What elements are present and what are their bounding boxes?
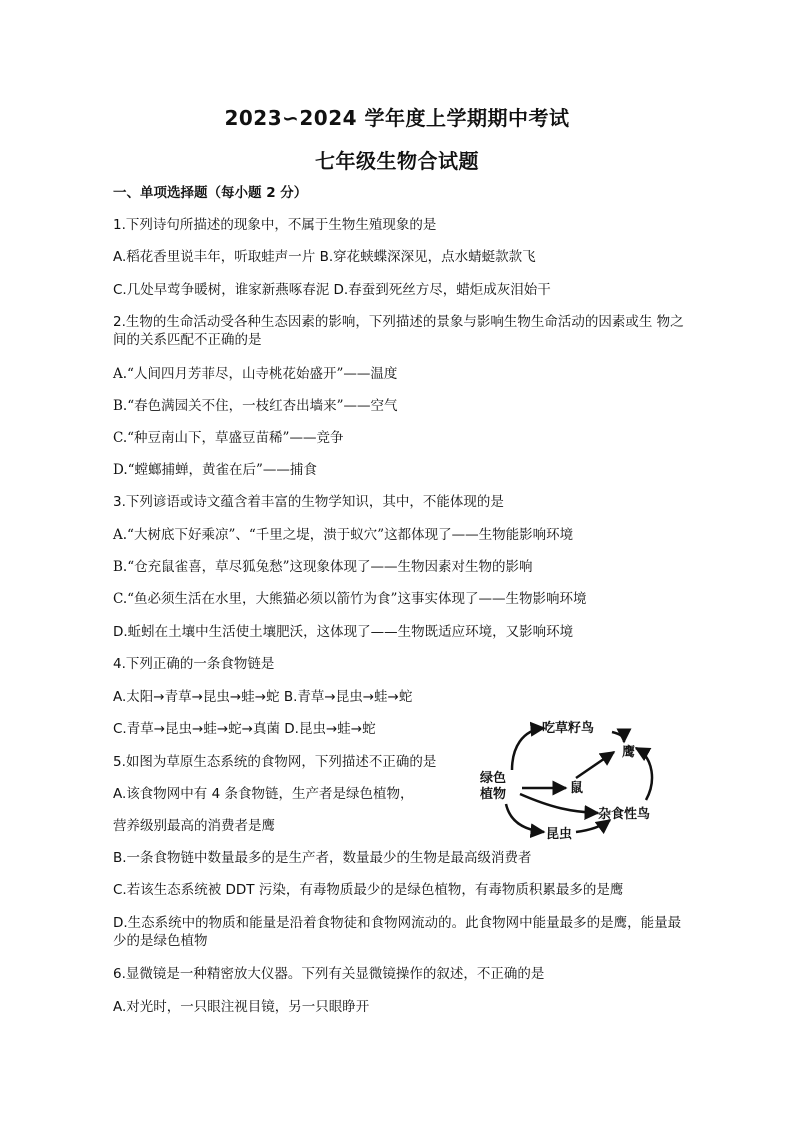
arrow-seedbird-to-hawk [612,732,624,742]
q5-option-d: D.生态系统中的物质和能量是沿着食物徒和食物网流动的。此食物网中能量最多的是鹰，能量最少的是绿色植物 [113,915,682,949]
food-web-label-mouse: 鼠 [570,781,584,796]
exam-title: 2023∽2024 学年度上学期期中考试 [224,106,570,130]
arrow-omnivore-to-hawk [636,748,652,800]
q3-option-a: A.“大树底下好乘凉”、“千里之堤，溃于蚁穴”这都体现了——生物能影响环境 [113,527,574,543]
q6-option-a: A.对光时，一只眼注视目镜，另一只眼睁开 [113,999,370,1015]
q3-option-c: C.“鱼必须生活在水里，大熊猫必须以箭竹为食”这事实体现了——生物影响环境 [113,591,587,607]
q2-option-c: C.“种豆南山下，草盛豆苗稀”——竞争 [113,430,344,446]
q2-stem: 2.生物的生命活动受各种生态因素的影响，下列描述的景象与影响生物生命活动的因素或生 物之间的关系匹配不正确的是 [113,314,684,348]
q4-options-ab: A.太阳→青草→昆虫→蛙→蛇 B.青草→昆虫→蛙→蛇 [113,689,413,705]
food-web-label-insect: 昆虫 [546,827,573,842]
q4-stem: 4.下列正确的一条食物链是 [113,656,275,672]
q5-option-a-line2: 营养级别最高的消费者是鹰 [113,818,275,834]
arrow-plant-to-insect [506,804,544,832]
arrow-plant-to-omnivore [520,794,598,813]
food-web-label-hawk: 鹰 [622,745,636,760]
q5-stem: 5.如图为草原生态系统的食物网，下列描述不正确的是 [113,754,437,770]
q2-option-b: B.“春色满园关不住，一枝红杏出墙来”——空气 [113,398,398,414]
arrow-plant-to-seedbird [512,728,544,770]
food-web-label-seed-bird: 吃草籽鸟 [542,721,595,736]
q1-stem: 1.下列诗句所描述的现象中，不属于生物生殖现象的是 [113,217,437,233]
q6-stem: 6.显微镜是一种精密放大仪器。下列有关显微镜操作的叙述，不正确的是 [113,966,545,982]
q2-option-a: A.“人间四月芳菲尽，山寺桃花始盛开”——温度 [113,366,398,382]
q1-options-ab: A.稻花香里说丰年，听取蛙声一片 B.穿花蛱蝶深深见，点水蜻蜓款款飞 [113,249,536,265]
food-web-diagram [472,718,672,846]
q5-option-a-line1: A.该食物网中有 4 条食物链，生产者是绿色植物， [113,786,414,802]
q3-option-d: D.蚯蚓在土壤中生活使土壤肥沃，这体现了——生物既适应环境，又影响环境 [113,624,574,640]
q5-option-c: C.若该生态系统被 DDT 污染，有毒物质最少的是绿色植物，有毒物质积累最多的是鹰 [113,882,624,898]
arrow-mouse-to-hawk [576,752,614,778]
exam-subtitle: 七年级生物合试题 [315,149,479,173]
food-web-label-plant-2: 植物 [480,787,507,802]
q3-stem: 3.下列谚语或诗文蕴含着丰富的生物学知识，其中，不能体现的是 [113,494,504,510]
q2-option-d: D.“螳螂捕蝉，黄雀在后”——捕食 [113,462,317,478]
section-heading: 一、单项选择题（每小题 2 分） [113,185,308,201]
q4-options-cd: C.青草→昆虫→蛙→蛇→真菌 D.昆虫→蛙→蛇 [113,721,376,737]
q3-option-b: B.“仓充鼠雀喜，草尽狐兔愁”这现象体现了——生物因素对生物的影响 [113,559,533,575]
food-web-label-omnivore-bird: 杂食性鸟 [598,807,651,822]
q1-options-cd: C.几处早莺争暖树，谁家新燕啄春泥 D.春蚕到死丝方尽，蜡炬成灰泪始干 [113,282,551,298]
food-web-label-plant-1: 绿色 [480,771,507,786]
q5-option-b: B.一条食物链中数量最多的是生产者，数量最少的生物是最高级消费者 [113,850,532,866]
